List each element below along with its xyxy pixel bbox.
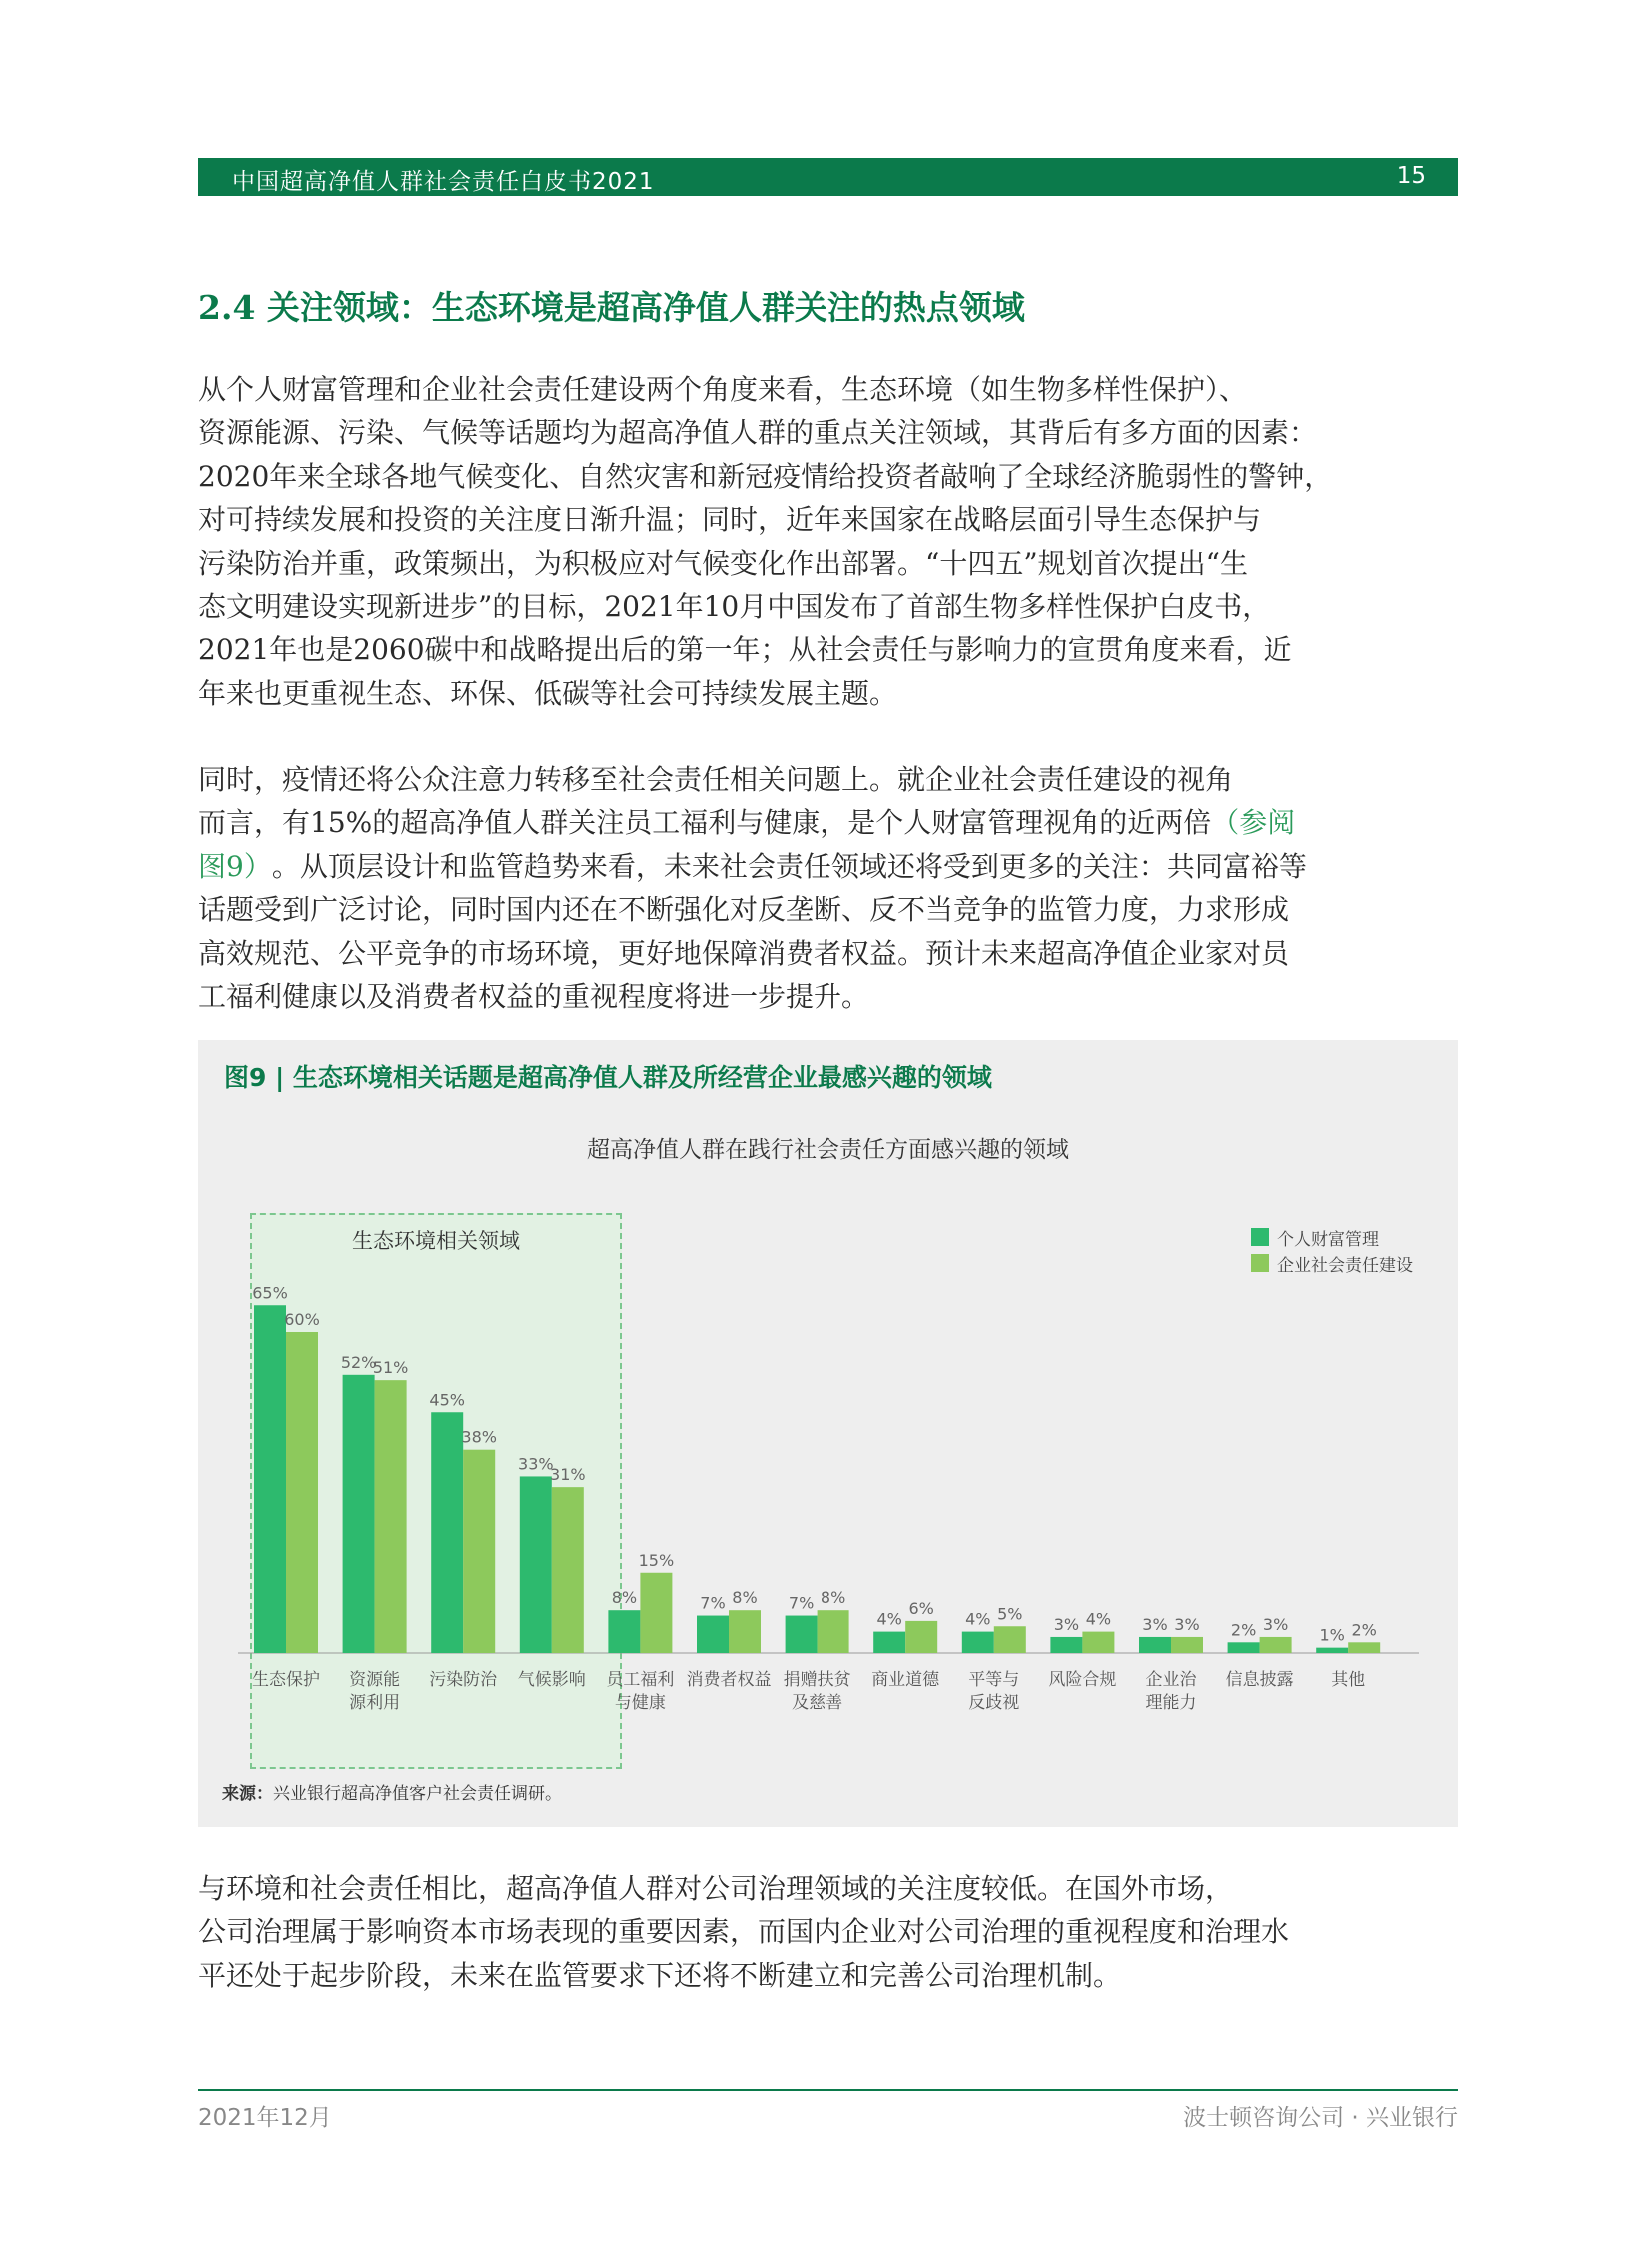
bar-corporate-7 [905,1621,937,1653]
bar-corporate-8 [994,1626,1026,1653]
data-label: 1% [1319,1625,1345,1645]
category-label: 生态保护 [252,1670,320,1690]
category-label: 信息披露 [1225,1670,1294,1690]
data-label: 45% [429,1390,465,1410]
data-label: 4% [876,1609,902,1629]
paragraph-line: 同时，疫情还将公众注意力转移至社会责任相关问题上。就企业社会责任建设的视角 [198,763,1234,796]
bar-personal-8 [962,1632,994,1653]
data-label: 2% [1351,1620,1377,1640]
eco-highlight-label: 生态环境相关领域 [352,1229,520,1253]
bar-personal-4 [608,1610,640,1653]
bar-chart [198,1040,1458,1779]
paragraph-line: 2021年也是2060碳中和战略提出后的第一年；从社会责任与影响力的宣贯角度来看，近 [198,633,1292,667]
paragraph-2 [198,758,1458,1018]
bar-corporate-5 [729,1610,761,1653]
bar-personal-1 [343,1375,375,1653]
running-header [198,158,1458,196]
bar-personal-11 [1228,1642,1260,1653]
category-label: 源利用 [349,1693,401,1713]
category-label: 及慈善 [792,1693,843,1713]
data-label: 6% [908,1598,934,1618]
figure-title: 图9 | 生态环境相关话题是超高净值人群及所经营企业最感兴趣的领域 [224,1063,992,1092]
data-label: 5% [997,1604,1023,1624]
legend-label: 企业社会责任建设 [1277,1255,1413,1276]
document-title: 中国超高净值人群社会责任白皮书2021 [232,169,655,195]
paragraph-line: 污染防治并重，政策频出，为积极应对气候变化作出部署。“十四五”规划首次提出“生 [198,546,1248,580]
bar-corporate-4 [640,1573,672,1653]
chart-legend [1251,1225,1413,1277]
section-title: 2.4 关注领域：生态环境是超高净值人群关注的热点领域 [198,288,1025,327]
category-label: 平等与 [968,1670,1020,1690]
category-label: 气候影响 [517,1670,586,1690]
category-label: 资源能 [349,1670,401,1690]
figure-reference-link[interactable]: （参阅 [1211,806,1296,840]
paragraph-line: 从个人财富管理和企业社会责任建设两个角度来看，生态环境（如生物多样性保护）、 [198,373,1248,406]
bar-corporate-9 [1082,1632,1114,1653]
paragraph-line: 高效规范、公平竞争的市场环境，更好地保障消费者权益。预计未来超高净值企业家对员 [198,936,1290,970]
data-label: 38% [461,1427,497,1447]
bar-corporate-1 [375,1380,407,1653]
category-label: 理能力 [1145,1693,1197,1713]
data-label: 7% [700,1593,726,1613]
paragraph-line: 与环境和社会责任相比，超高净值人群对公司治理领域的关注度较低。在国外市场， [198,1872,1234,1905]
bar-corporate-2 [463,1450,495,1653]
data-label: 2% [1230,1620,1257,1640]
legend-item [1251,1251,1413,1275]
source-note: 来源：兴业银行超高净值客户社会责任调研。 [222,1784,562,1804]
data-label: 15% [638,1550,675,1570]
paragraph-line: 而言，有15%的超高净值人群关注员工福利与健康，是个人财富管理视角的近两倍（参阅 [198,801,1458,844]
paragraph-line: 年来也更重视生态、环保、低碳等社会可持续发展主题。 [198,676,898,710]
legend-label: 个人财富管理 [1277,1229,1379,1250]
bar-personal-7 [873,1632,905,1653]
paragraph-3 [198,1867,1458,1997]
bar-corporate-3 [552,1487,584,1653]
bar-personal-12 [1316,1648,1348,1653]
data-label: 60% [284,1310,320,1329]
bar-corporate-0 [286,1332,318,1653]
category-label: 员工福利 [606,1670,675,1690]
footer-rule [198,2089,1458,2091]
data-label: 3% [1174,1614,1200,1634]
footer-date: 2021年12月 [198,2105,332,2131]
paragraph-line: 工福利健康以及消费者权益的重视程度将进一步提升。 [198,979,870,1013]
category-label: 污染防治 [429,1670,498,1690]
bar-personal-3 [520,1476,552,1653]
legend-swatch-personal [1251,1228,1269,1246]
data-label: 65% [252,1283,288,1303]
category-label: 其他 [1331,1670,1366,1690]
data-label: 4% [965,1609,991,1629]
data-label: 33% [518,1454,554,1474]
category-label: 消费者权益 [686,1670,772,1690]
bar-corporate-11 [1260,1637,1292,1653]
category-label: 企业治 [1145,1670,1197,1690]
category-label: 风险合规 [1048,1670,1117,1690]
figure-9 [198,1040,1458,1827]
figure-reference-link[interactable]: 图9） [198,849,272,883]
category-label: 与健康 [614,1693,666,1713]
bar-personal-9 [1050,1637,1082,1653]
bar-corporate-12 [1348,1642,1380,1653]
category-label: 捐赠扶贫 [783,1670,851,1690]
paragraph-line: 资源能源、污染、气候等话题均为超高净值人群的重点关注领域，其背后有多方面的因素： [198,416,1318,450]
data-label: 8% [732,1588,758,1608]
data-label: 8% [820,1588,846,1608]
category-label: 反歧视 [968,1693,1020,1713]
chart-title: 超高净值人群在践行社会责任方面感兴趣的领域 [587,1137,1069,1163]
bar-personal-6 [786,1616,818,1653]
bar-personal-10 [1139,1637,1171,1653]
paragraph-line: 图9）。从顶层设计和监管趋势来看，未来社会责任领域还将受到更多的关注：共同富裕等 [198,845,1458,888]
paragraph-line: 2020年来全球各地气候变化、自然灾害和新冠疫情给投资者敲响了全球经济脆弱性的警钟， [198,459,1333,493]
data-label: 3% [1053,1614,1080,1634]
bar-corporate-10 [1171,1637,1203,1653]
footer-organizations: 波士顿咨询公司 · 兴业银行 [1183,2105,1458,2131]
paragraph-line: 公司治理属于影响资本市场表现的重要因素，而国内企业对公司治理的重视程度和治理水 [198,1915,1290,1949]
data-label: 31% [550,1465,586,1485]
legend-swatch-corporate [1251,1254,1269,1272]
bar-personal-5 [697,1616,729,1653]
paragraph-line: 话题受到广泛讨论，同时国内还在不断强化对反垄断、反不当竞争的监管力度，力求形成 [198,893,1290,927]
paragraph-line: 对可持续发展和投资的关注度日渐升温；同时，近年来国家在战略层面引导生态保护与 [198,503,1262,537]
page-number: 15 [1396,163,1426,189]
bar-personal-2 [431,1412,463,1653]
data-label: 52% [340,1352,377,1372]
data-label: 3% [1262,1614,1289,1634]
paragraph-line: 平还处于起步阶段，未来在监管要求下还将不断建立和完善公司治理机制。 [198,1958,1122,1992]
legend-item [1251,1225,1413,1249]
category-label: 商业道德 [871,1670,940,1690]
paragraph-line: 态文明建设实现新进步”的目标，2021年10月中国发布了首部生物多样性保护白皮书， [198,589,1271,623]
paragraph-1 [198,368,1458,715]
data-label: 4% [1085,1609,1112,1629]
data-label: 51% [372,1358,409,1378]
bar-corporate-6 [818,1610,849,1653]
data-label: 7% [788,1593,815,1613]
bar-personal-0 [254,1305,286,1653]
data-label: 3% [1142,1614,1168,1634]
data-label: 8% [611,1588,638,1608]
